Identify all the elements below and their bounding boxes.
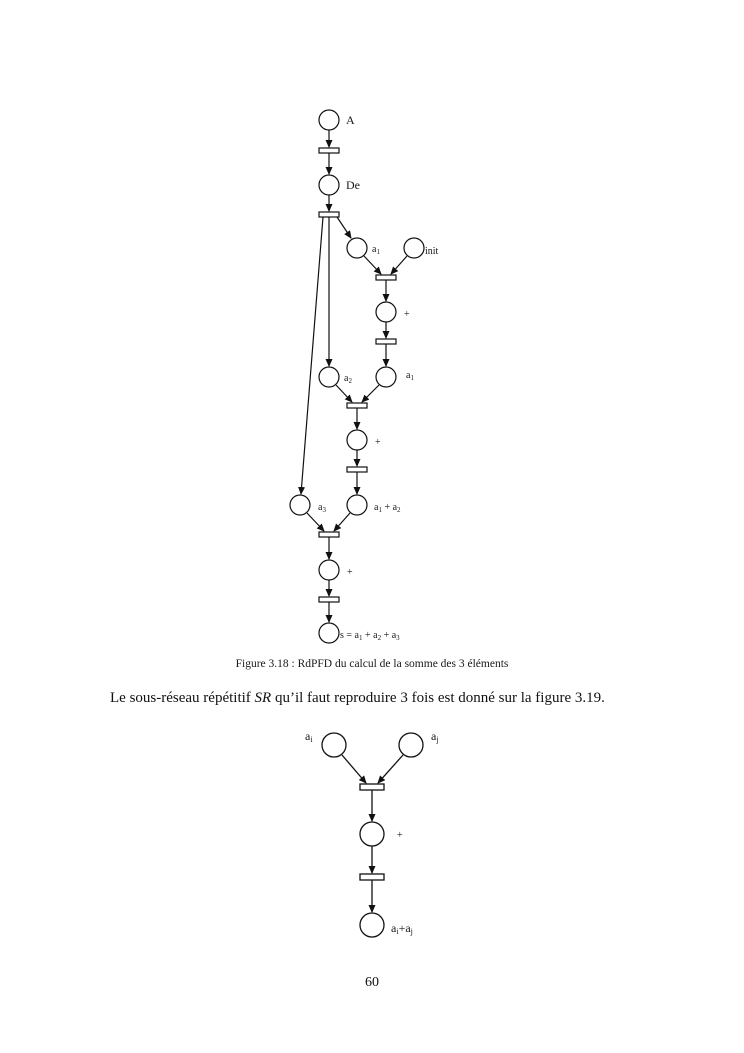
label-sum: $s = a_1 + a_2 + a_3$ xyxy=(340,630,400,642)
arc xyxy=(301,217,323,494)
label-plus-2: + xyxy=(375,437,381,448)
label-a2: $a_2$ xyxy=(344,373,352,385)
arc xyxy=(307,513,324,531)
place-a1 xyxy=(347,238,367,258)
transition-6 xyxy=(347,467,367,472)
place-A xyxy=(319,110,339,130)
transition-sr-2 xyxy=(360,874,384,880)
place-sum xyxy=(319,623,339,643)
transition-sr-1 xyxy=(360,784,384,790)
place-plus xyxy=(360,822,384,846)
label-ai: ai xyxy=(305,729,313,744)
label-a1-copy: $a_1$ xyxy=(406,370,414,382)
transition-8 xyxy=(319,597,339,602)
transition-7 xyxy=(319,532,339,537)
arc xyxy=(337,217,351,238)
transition-5 xyxy=(347,403,367,408)
label-a3: $a_3$ xyxy=(318,502,326,514)
place-plus-2 xyxy=(347,430,367,450)
arc xyxy=(342,755,366,783)
transition-4 xyxy=(376,339,396,344)
place-a3 xyxy=(290,495,310,515)
paragraph-text-before: Le sous-réseau répétitif xyxy=(110,690,255,706)
label-ai-plus-aj: ai+aj xyxy=(391,921,413,936)
place-plus-1 xyxy=(376,302,396,322)
label-a1: $a_1$ xyxy=(372,244,380,256)
label-A: A xyxy=(346,113,355,127)
place-ai xyxy=(322,733,346,757)
label-plus: + xyxy=(397,830,403,841)
paragraph-text-after: qu’il faut reproduire 3 fois est donné sur la figure 3.19. xyxy=(271,690,605,706)
arc xyxy=(336,385,352,402)
place-plus-3 xyxy=(319,560,339,580)
place-a1-copy xyxy=(376,367,396,387)
figure-3-18-caption: Figure 3.18 : RdPFD du calcul de la somme des 3 éléments xyxy=(235,658,509,670)
place-De xyxy=(319,175,339,195)
place-aj xyxy=(399,733,423,757)
label-De: De xyxy=(346,178,360,192)
transition-2 xyxy=(319,212,339,217)
label-plus-1: + xyxy=(404,309,410,320)
transition-1 xyxy=(319,148,339,153)
transition-3 xyxy=(376,275,396,280)
page-number: 60 xyxy=(365,975,379,990)
label-init: init xyxy=(425,246,439,257)
arc xyxy=(362,385,379,402)
arc xyxy=(364,256,381,274)
figure-3-19-diagram xyxy=(322,733,423,937)
place-a2 xyxy=(319,367,339,387)
label-plus-3: + xyxy=(347,567,353,578)
arc xyxy=(334,513,350,531)
place-ai-plus-aj xyxy=(360,913,384,937)
label-aj: aj xyxy=(431,729,439,744)
body-paragraph xyxy=(110,690,710,707)
place-init xyxy=(404,238,424,258)
arc xyxy=(391,256,407,274)
place-a1-plus-a2 xyxy=(347,495,367,515)
paragraph-italic-sr: SR xyxy=(254,690,272,706)
arc xyxy=(378,755,403,783)
label-a1-plus-a2: $a_1 + a_2$ xyxy=(374,502,401,514)
